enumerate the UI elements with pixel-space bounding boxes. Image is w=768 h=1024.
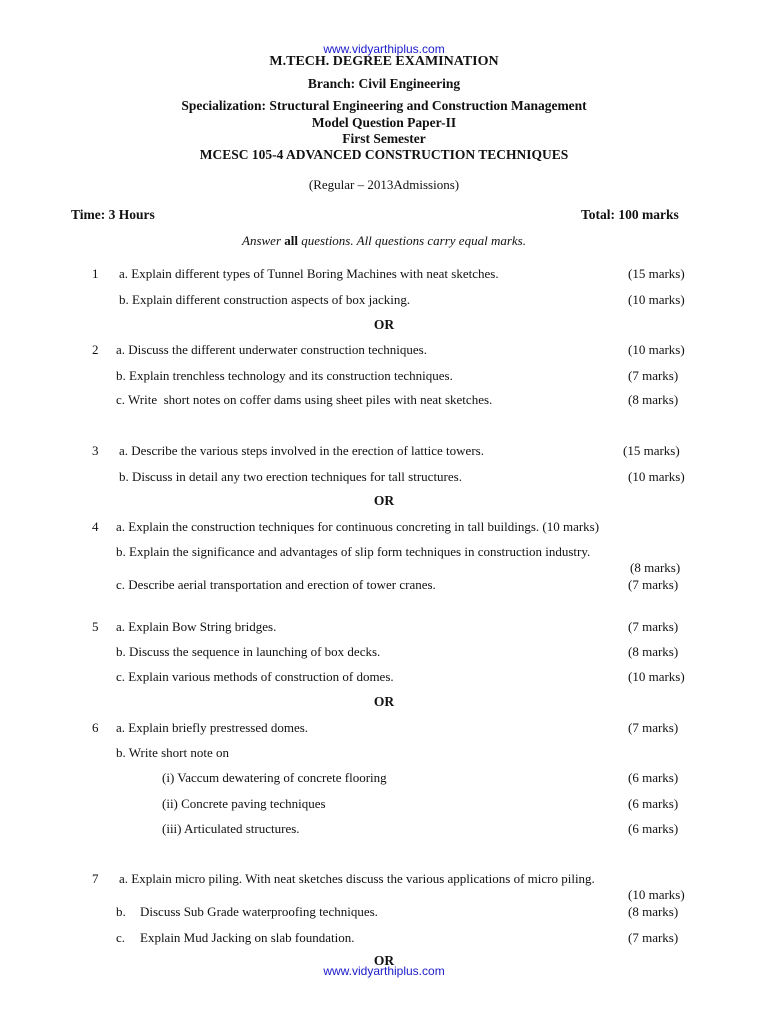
question-number: 4 — [92, 519, 99, 534]
total-marks: Total: 100 marks — [581, 207, 679, 222]
question-part: Explain Mud Jacking on slab foundation. — [140, 930, 355, 945]
watermark-bottom-link[interactable]: www.vidyarthiplus.com — [323, 964, 445, 978]
question-subpart: (i) Vaccum dewatering of concrete flooring — [162, 770, 387, 785]
question-part: c. Write short notes on coffer dams using sheet piles with neat sketches. — [116, 392, 493, 407]
question-part: b. Explain trenchless technology and its construction techniques. — [116, 368, 453, 383]
question-part: Discuss Sub Grade waterproofing techniques. — [140, 904, 378, 919]
marks: (10 marks) — [628, 292, 685, 307]
question-part: b. Explain different construction aspects of box jacking. — [119, 292, 411, 307]
marks: (15 marks) — [628, 266, 685, 281]
question-part: a. Discuss the different underwater construction techniques. — [116, 342, 427, 357]
question-number: 7 — [92, 871, 99, 886]
watermark-top-link[interactable]: www.vidyarthiplus.com — [323, 42, 445, 56]
or-separator: OR — [373, 953, 395, 968]
marks: (7 marks) — [628, 720, 679, 735]
marks: (7 marks) — [628, 577, 679, 592]
exam-title: M.TECH. DEGREE EXAMINATION — [269, 54, 499, 69]
question-part-label: c. — [116, 930, 126, 945]
question-number: 2 — [92, 342, 99, 357]
marks: (7 marks) — [628, 368, 679, 383]
question-number: 1 — [92, 266, 99, 281]
question-part: b. Discuss the sequence in launching of box decks. — [116, 644, 381, 659]
question-part: c. Describe aerial transportation and erection of tower cranes. — [116, 577, 436, 592]
marks: (6 marks) — [628, 821, 679, 836]
paper-title: Model Question Paper-II — [311, 115, 457, 130]
marks: (8 marks) — [630, 560, 681, 575]
marks: (8 marks) — [628, 644, 679, 659]
marks: (6 marks) — [628, 770, 679, 785]
instruction-pre: Answer — [242, 233, 285, 248]
marks: (10 marks) — [628, 469, 685, 484]
or-separator: OR — [373, 694, 395, 709]
question-part-label: b. — [116, 904, 126, 919]
question-part: b. Discuss in detail any two erection techniques for tall structures. — [119, 469, 462, 484]
marks: (10 marks) — [628, 669, 685, 684]
question-part: c. Explain various methods of construction of domes. — [116, 669, 394, 684]
or-separator: OR — [373, 317, 395, 332]
course-title: MCESC 105-4 ADVANCED CONSTRUCTION TECHNIQUES — [199, 147, 569, 162]
marks: (8 marks) — [628, 392, 679, 407]
marks: (8 marks) — [628, 904, 679, 919]
marks: (7 marks) — [628, 619, 679, 634]
question-part: a. Explain micro piling. With neat sketches discuss the various applications of micro piling. — [119, 871, 595, 886]
admissions: (Regular – 2013Admissions) — [308, 177, 460, 192]
question-part: b. Explain the significance and advantages of slip form techniques in construction industry. — [116, 544, 591, 559]
question-number: 3 — [92, 443, 99, 458]
marks: (15 marks) — [623, 443, 680, 458]
question-part: a. Explain Bow String bridges. — [116, 619, 277, 634]
question-number: 6 — [92, 720, 99, 735]
question-part: a. Explain different types of Tunnel Boring Machines with neat sketches. — [119, 266, 499, 281]
marks: (10 marks) — [628, 342, 685, 357]
marks: (10 marks) — [628, 887, 685, 902]
marks: (7 marks) — [628, 930, 679, 945]
question-part: a. Explain the construction techniques for continuous concreting in tall buildings. (10 marks) — [116, 519, 600, 534]
question-part: b. Write short note on — [116, 745, 229, 760]
question-subpart: (iii) Articulated structures. — [162, 821, 300, 836]
question-part: a. Describe the various steps involved in the erection of lattice towers. — [119, 443, 484, 458]
question-subpart: (ii) Concrete paving techniques — [162, 796, 326, 811]
semester: First Semester — [342, 131, 426, 146]
question-part: a. Explain briefly prestressed domes. — [116, 720, 309, 735]
question-number: 5 — [92, 619, 99, 634]
time-label: Time: 3 Hours — [71, 207, 155, 222]
branch: Branch: Civil Engineering — [307, 76, 461, 91]
or-separator: OR — [373, 493, 395, 508]
specialization: Specialization: Structural Engineering and Construction Management — [181, 98, 587, 113]
instruction-post: questions. All questions carry equal marks. — [298, 233, 526, 248]
instruction-bold: all — [284, 233, 298, 248]
marks: (6 marks) — [628, 796, 679, 811]
instruction — [0, 233, 768, 249]
